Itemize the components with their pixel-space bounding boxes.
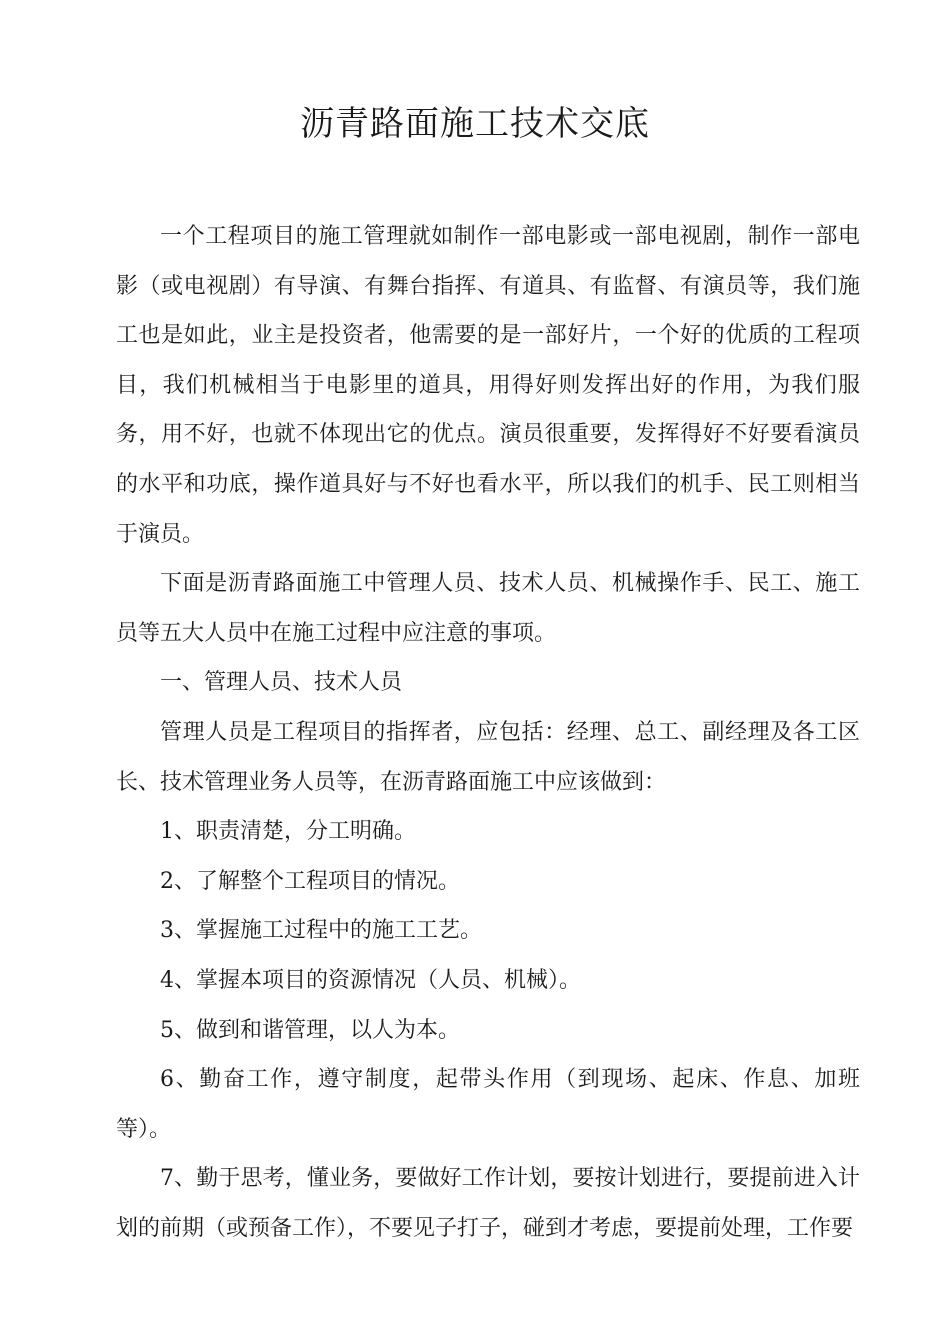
paragraph-managers: 管理人员是工程项目的指挥者，应包括：经理、总工、副经理及各工区长、技术管理业务人员等，在沥青路面施工中应该做到：	[116, 719, 860, 795]
list-item-5: 5、做到和谐管理，以人为本。	[160, 1017, 460, 1043]
paragraph-overview: 下面是沥青路面施工中管理人员、技术人员、机械操作手、民工、施工员等五大人员中在施工过程中应注意的事项。	[116, 571, 860, 646]
list-item-4: 4、掌握本项目的资源情况（人员、机械）。	[160, 967, 581, 993]
section-heading-1: 一、管理人员、技术人员	[160, 670, 403, 696]
list-item-3: 3、掌握施工过程中的施工工艺。	[160, 918, 482, 944]
list-item-1: 1、职责清楚，分工明确。	[160, 819, 416, 845]
list-item-6: 6、勤奋工作，遵守制度，起带头作用（到现场、起床、作息、加班等）。	[116, 1067, 860, 1142]
list-item-2: 2、了解整个工程项目的情况。	[160, 868, 460, 894]
list-item-7: 7、勤于思考，懂业务，要做好工作计划，要按计划进行，要提前进入计划的前期（或预备工作），不要见子打子，碰到才考虑，要提前处理，工作要	[116, 1166, 860, 1241]
document-title: 沥青路面施工技术交底	[300, 104, 650, 144]
document-body	[116, 212, 860, 1253]
paragraph-intro: 一个工程项目的施工管理就如制作一部电影或一部电视剧，制作一部电影（或电视剧）有导演、有舞台指挥、有道具、有监督、有演员等，我们施工也是如此，业主是投资者，他需要的是一部好片，一个好的优质的工程项目，我们机械相当于电影里的道具，用得好则发挥出好的作用，为我们服务，用不好，也就不体现出它的优点。演员很重要，发挥得好不好要看演员的水平和功底，操作道具好与不好也看水平，所以我们的机手、民工则相当于演员。	[116, 224, 860, 547]
